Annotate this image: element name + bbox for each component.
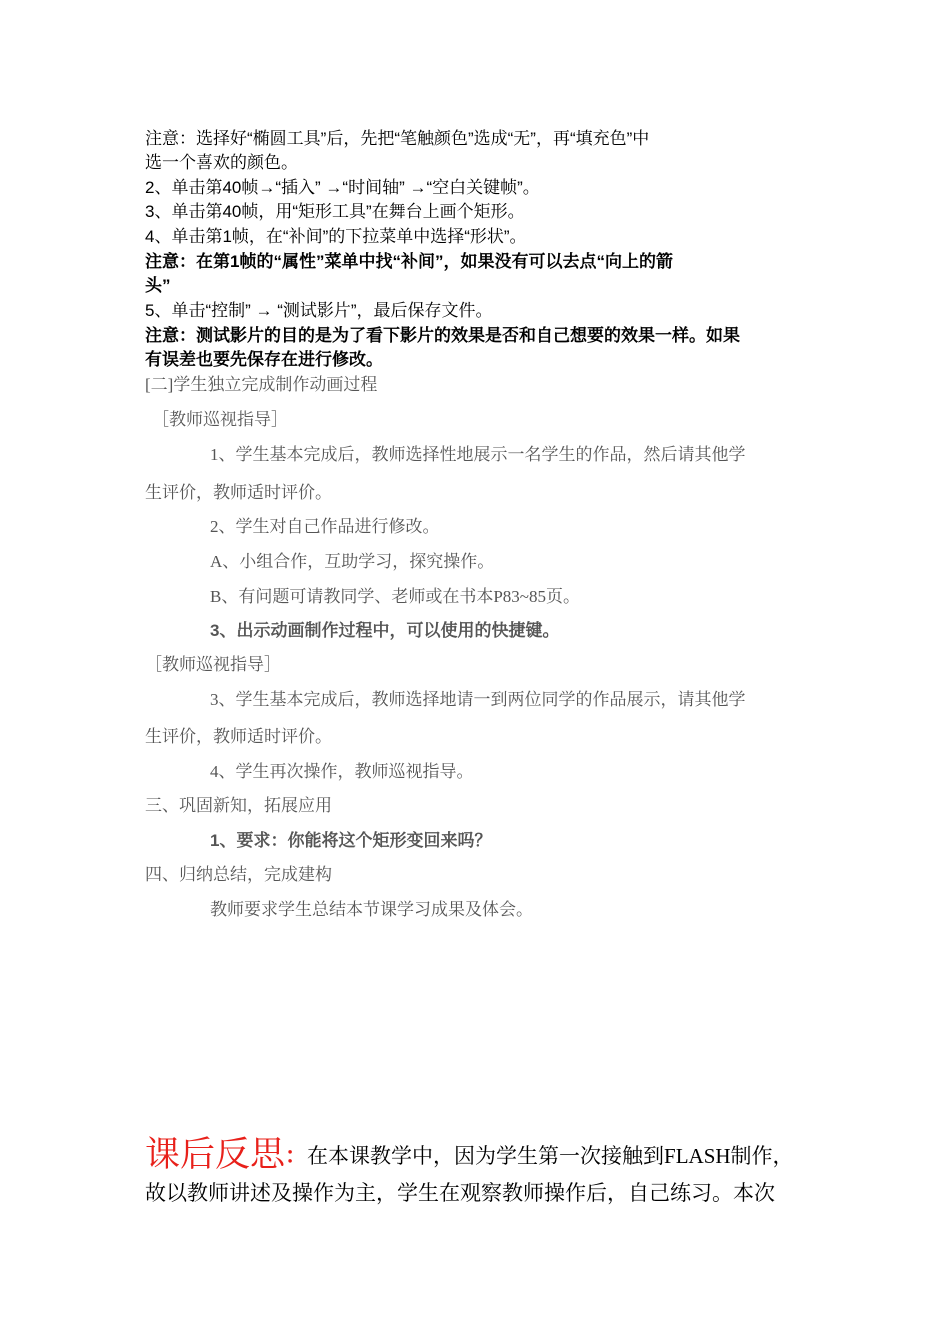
note-line: 有误差也要先保存在进行修改。 <box>145 350 383 369</box>
reflection-first-line <box>145 1136 825 1175</box>
note-line: 注意：选择好“椭圆工具”后，先把“笔触颜色”选成“无”，再“填充色”中 <box>145 129 650 148</box>
note-line: 注意：测试影片的目的是为了看下影片的效果是否和自己想要的效果一样。如果 <box>145 326 740 345</box>
paragraph-line: 2、学生对自己作品进行修改。 <box>210 517 440 536</box>
paragraph-line: 3、出示动画制作过程中，可以使用的快捷键。 <box>210 621 560 640</box>
note-line: 注意：在第1帧的“属性”菜单中找“补间”，如果没有可以去点“向上的箭 <box>145 252 673 271</box>
reflection-title: 课后反思 <box>145 1135 286 1174</box>
paragraph-line: 1、学生基本完成后，教师选择性地展示一名学生的作品，然后请其他学 <box>210 445 746 464</box>
teacher-guidance-label: ［教师巡视指导］ <box>145 655 281 674</box>
paragraph-line: 3、学生基本完成后，教师选择地请一到两位同学的作品展示，请其他学 <box>210 690 746 709</box>
paragraph-line: A、小组合作，互助学习，探究操作。 <box>210 552 495 571</box>
reflection-colon: ： <box>285 1143 308 1168</box>
paragraph-line: 4、学生再次操作，教师巡视指导。 <box>210 762 474 781</box>
section-heading: [二]学生独立完成制作动画过程 <box>145 375 378 394</box>
step-line: 3、单击第40帧，用“矩形工具”在舞台上画个矩形。 <box>145 202 525 221</box>
paragraph-line: 教师要求学生总结本节课学习成果及体会。 <box>210 900 533 919</box>
post-lesson-reflection <box>145 1136 825 1212</box>
note-line: 头” <box>145 276 171 295</box>
paragraph-line: 1、要求：你能将这个矩形变回来吗？ <box>210 831 492 850</box>
section-heading: 三、巩固新知，拓展应用 <box>145 796 332 815</box>
paragraph-line: 生评价，教师适时评价。 <box>145 483 332 502</box>
step-line: 2、单击第40帧→“插入” →“时间轴” →“空白关键帧”。 <box>145 178 540 197</box>
reflection-text: 故以教师讲述及操作为主，学生在观察教师操作后，自己练习。本次 <box>145 1181 775 1205</box>
teacher-guidance-label: ［教师巡视指导］ <box>152 410 288 429</box>
reflection-text: 在本课教学中，因为学生第一次接触到FLASH制作， <box>307 1144 794 1168</box>
paragraph-line: 生评价，教师适时评价。 <box>145 727 332 746</box>
section-heading: 四、归纳总结，完成建构 <box>145 865 332 884</box>
note-line: 选一个喜欢的颜色。 <box>145 153 298 172</box>
paragraph-line: B、有问题可请教同学、老师或在书本P83~85页。 <box>210 587 580 606</box>
step-line: 5、单击“控制” → “测试影片”，最后保存文件。 <box>145 301 493 320</box>
step-line: 4、单击第1帧，在“补间”的下拉菜单中选择“形状”。 <box>145 227 527 246</box>
